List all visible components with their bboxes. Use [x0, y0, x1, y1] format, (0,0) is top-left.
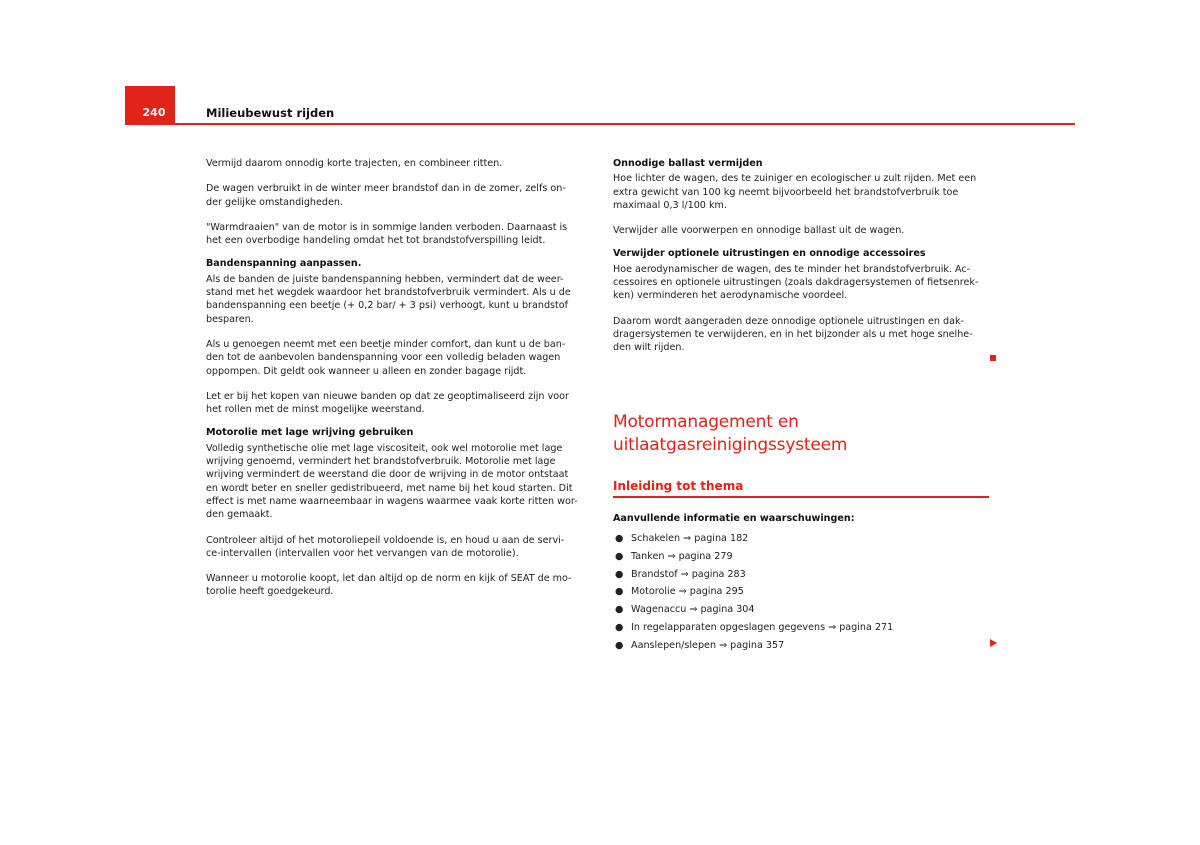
continue-arrow-icon [990, 639, 997, 647]
list-item [613, 601, 893, 619]
subheading-oil: Motorolie met lage wrijving gebruiken [206, 427, 414, 439]
paragraph: Als u genoegen neemt met een beetje minder comfort, dan kunt u de ban-den tot de aanbevolen bandenspanning voor een volledig beladen wagen oppompen. Dit geldt ook wanneer u alleen en zonder bagage rijdt. [206, 338, 566, 377]
list-item [613, 583, 893, 601]
reference-list [613, 530, 893, 655]
header-divider [125, 123, 1075, 125]
bullet-icon: ● [615, 639, 624, 651]
paragraph: Controleer altijd of het motoroliepeil voldoende is, en houd u aan de servi-ce-intervallen (intervallen voor het vervangen van de motorolie). [206, 534, 565, 559]
section-title-line: Motormanagement en [613, 412, 799, 432]
list-item [613, 548, 893, 566]
reference-link[interactable]: Aanslepen/slepen ⇒ pagina 357 [631, 639, 785, 651]
bullet-icon: ● [615, 604, 624, 616]
paragraph: Volledig synthetische olie met lage viscositeit, ook wel motorolie met lage wrijving genoemd, vermindert het brandstofverbruik. Motorolie met lage wrijving vermindert de weerstand die door de wrijving in de motor ontstaat en wordt beter en sneller gedistribueerd, met name bij het koud starten. Dit effect is met name waarneembaar in wagens waarmee vaak korte ritten wor-den gemaakt. [206, 442, 578, 521]
reference-link[interactable]: Tanken ⇒ pagina 279 [631, 550, 733, 562]
end-of-section-marker [990, 355, 996, 361]
paragraph: Verwijder alle voorwerpen en onnodige ballast uit de wagen. [613, 225, 905, 237]
paragraph: De wagen verbruikt in de winter meer brandstof dan in de zomer, zelfs on-der gelijke omstandigheden. [206, 183, 566, 208]
subsection-divider [613, 496, 989, 498]
paragraph: Daarom wordt aangeraden deze onnodige optionele uitrustingen en dak-dragersystemen te verwijderen, en in het bijzonder als u met hoge snelhe-den wilt rijden. [613, 315, 973, 354]
subsection-title: Inleiding tot thema [613, 479, 744, 493]
reference-link[interactable]: Brandstof ⇒ pagina 283 [631, 568, 746, 580]
paragraph: "Warmdraaien" van de motor is in sommige landen verboden. Daarnaast is het een overbodige handeling omdat het tot brandstofverspilling leidt. [206, 221, 568, 247]
reference-link[interactable]: In regelapparaten opgeslagen gegevens ⇒ pagina 271 [631, 621, 894, 633]
list-item [613, 637, 893, 655]
section-title [613, 411, 993, 457]
list-item [613, 530, 893, 548]
paragraph: Als de banden de juiste bandenspanning hebben, vermindert dat de weer-stand met het wegdek waardoor het brandstofverbruik vermindert. Als u de bandenspanning een beetje (+ 0,2 bar/ + 3 psi) verhoogt, kunt u brandstof besparen. [206, 273, 571, 325]
right-column [613, 157, 989, 367]
subheading-ballast: Onnodige ballast vermijden [613, 158, 763, 169]
list-item [613, 619, 893, 637]
bullet-icon: ● [615, 533, 624, 544]
bullet-icon: ● [615, 621, 624, 633]
paragraph: Wanneer u motorolie koopt, let dan altijd op de norm en kijk of SEAT de mo-torolie heeft goedgekeurd. [206, 573, 572, 598]
info-heading: Aanvullende informatie en waarschuwingen: [613, 513, 855, 524]
page-number: 240 [142, 106, 166, 119]
paragraph: Let er bij het kopen van nieuwe banden op dat ze geoptimaliseerd zijn voor het rollen met de minst mogelijke weerstand. [206, 390, 569, 416]
bullet-icon: ● [615, 568, 624, 580]
paragraph: Vermijd daarom onnodig korte trajecten, en combineer ritten. [206, 158, 503, 169]
paragraph: Hoe aerodynamischer de wagen, des te minder het brandstofverbruik. Ac-cessoires en optionele uitrustingen (zoals dakdragersystemen of fietsenrek-ken) verminderen het aerodynamische voordeel. [613, 263, 979, 302]
bullet-icon: ● [615, 586, 624, 598]
reference-link[interactable]: Motorolie ⇒ pagina 295 [631, 586, 744, 598]
subheading-tires: Bandenspanning aanpassen. [206, 258, 362, 270]
section-title-line: uitlaatgasreinigingssysteem [613, 435, 848, 455]
bullet-icon: ● [615, 550, 624, 562]
reference-link[interactable]: Wagenaccu ⇒ pagina 304 [631, 604, 755, 616]
left-column [206, 157, 578, 611]
paragraph: Hoe lichter de wagen, des te zuiniger en ecologischer u zult rijden. Met een extra gewicht van 100 kg neemt bijvoorbeeld het brandstofverbruik toe maximaal 0,3 l/100 km. [613, 173, 977, 211]
list-item [613, 566, 893, 584]
subheading-accessories: Verwijder optionele uitrustingen en onnodige accessoires [613, 248, 926, 260]
reference-link[interactable]: Schakelen ⇒ pagina 182 [631, 533, 749, 544]
chapter-title: Milieubewust rijden [206, 106, 335, 120]
